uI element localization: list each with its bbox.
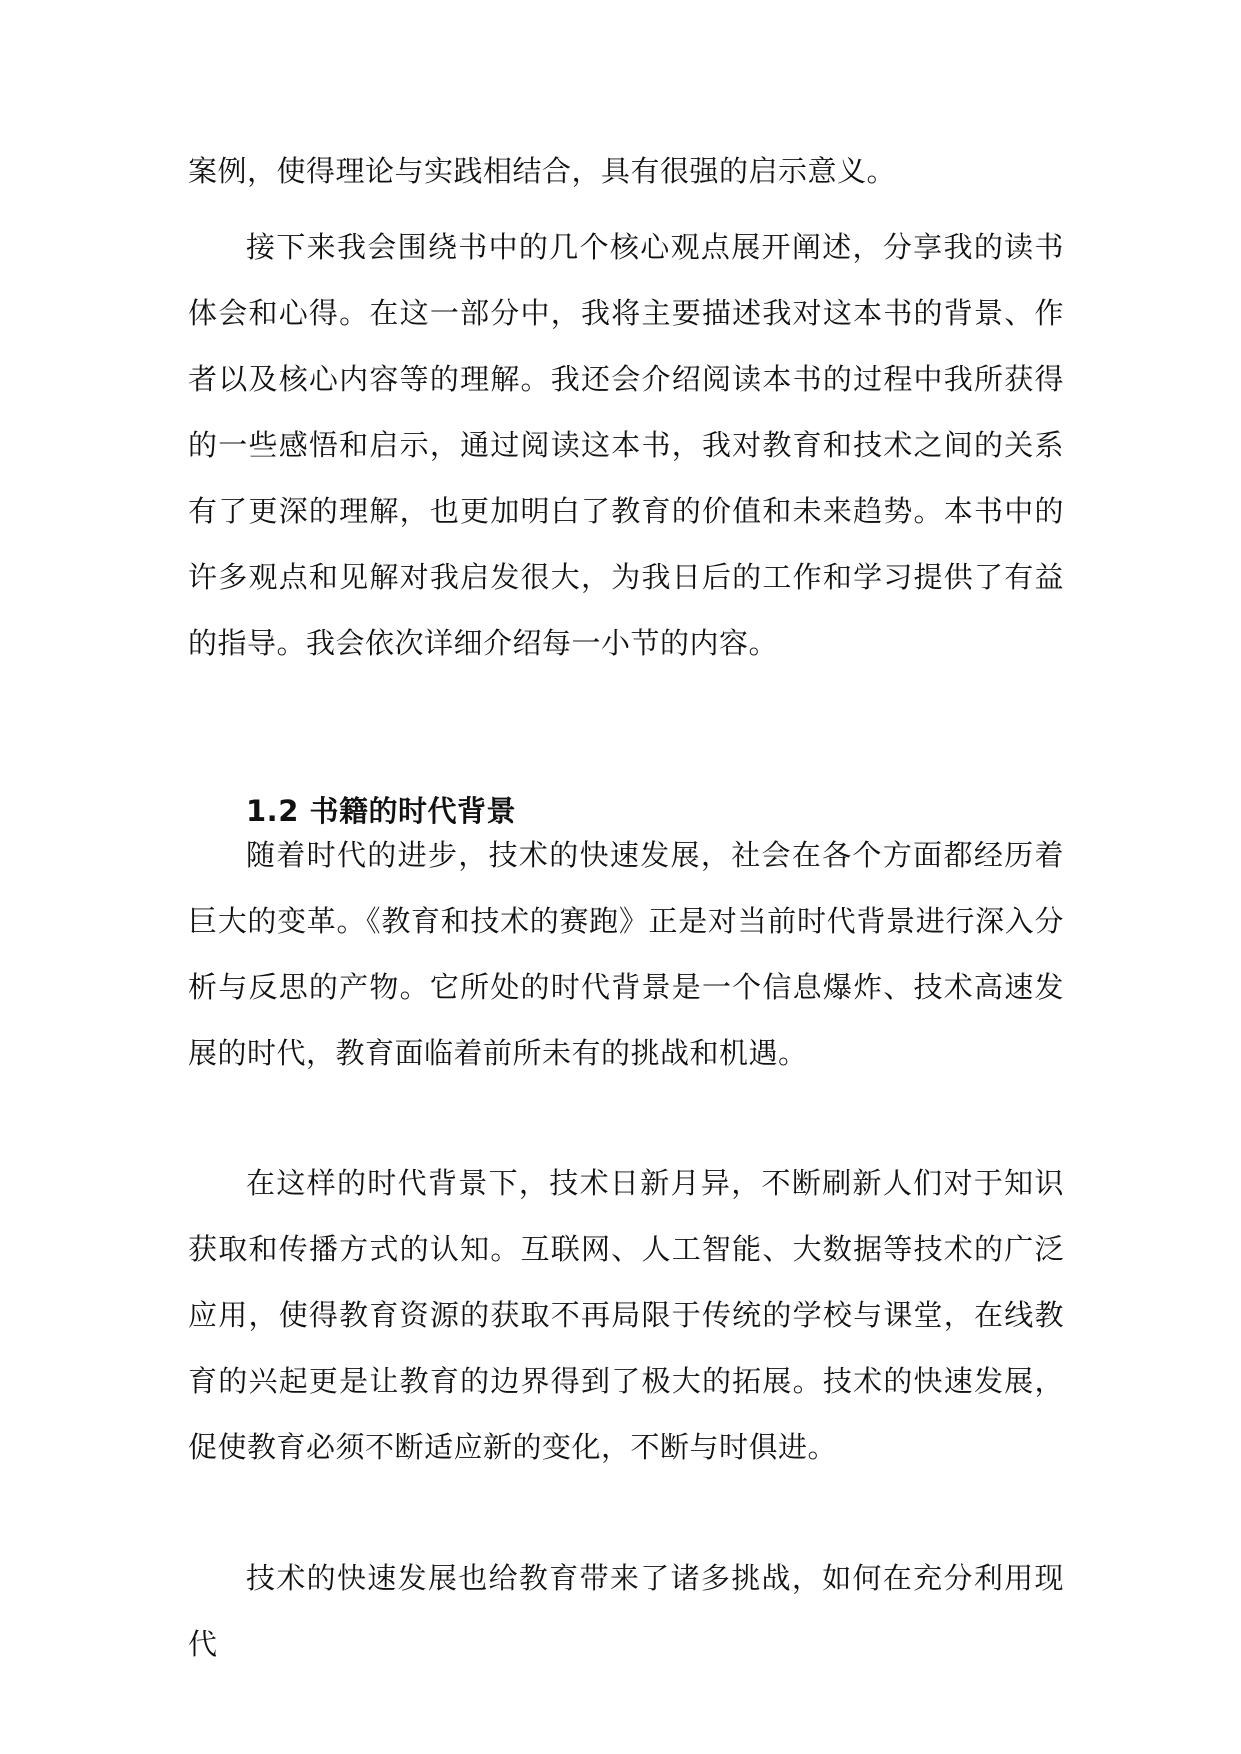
- paragraph-technology-impact: 在这样的时代背景下，技术日新月异，不断刷新人们对于知识获取和传播方式的认知。互联网、人工智能、大数据等技术的广泛应用，使得教育资源的获取不再局限于传统的学校与课堂，在线教育的兴起更是让教育的边界得到了极大的拓展。技术的快速发展，促使教育必须不断适应新的变化，不断与时俱进。: [188, 1166, 1064, 1464]
- paragraph-challenges: 技术的快速发展也给教育带来了诸多挑战，如何在充分利用现代: [188, 1561, 1064, 1661]
- paragraph-continuation: 案例，使得理论与实践相结合，具有很强的启示意义。: [188, 154, 897, 188]
- paragraph-intro-overview: 接下来我会围绕书中的几个核心观点展开阐述，分享我的读书体会和心得。在这一部分中，我将主要描述我对这本书的背景、作者以及核心内容等的理解。我还会介绍阅读本书的过程中我所获得的一些感悟和启示，通过阅读这本书，我对教育和技术之间的关系有了更深的理解，也更加明白了教育的价值和未来趋势。本书中的许多观点和见解对我启发很大，为我日后的工作和学习提供了有益的指导。我会依次详细介绍每一小节的内容。: [188, 230, 1064, 660]
- section-heading: 1.2 书籍的时代背景: [246, 794, 516, 828]
- paragraph-era-background: 随着时代的进步，技术的快速发展，社会在各个方面都经历着巨大的变革。《教育和技术的赛跑》正是对当前时代背景进行深入分析与反思的产物。它所处的时代背景是一个信息爆炸、技术高速发展的时代，教育面临着前所未有的挑战和机遇。: [188, 838, 1064, 1070]
